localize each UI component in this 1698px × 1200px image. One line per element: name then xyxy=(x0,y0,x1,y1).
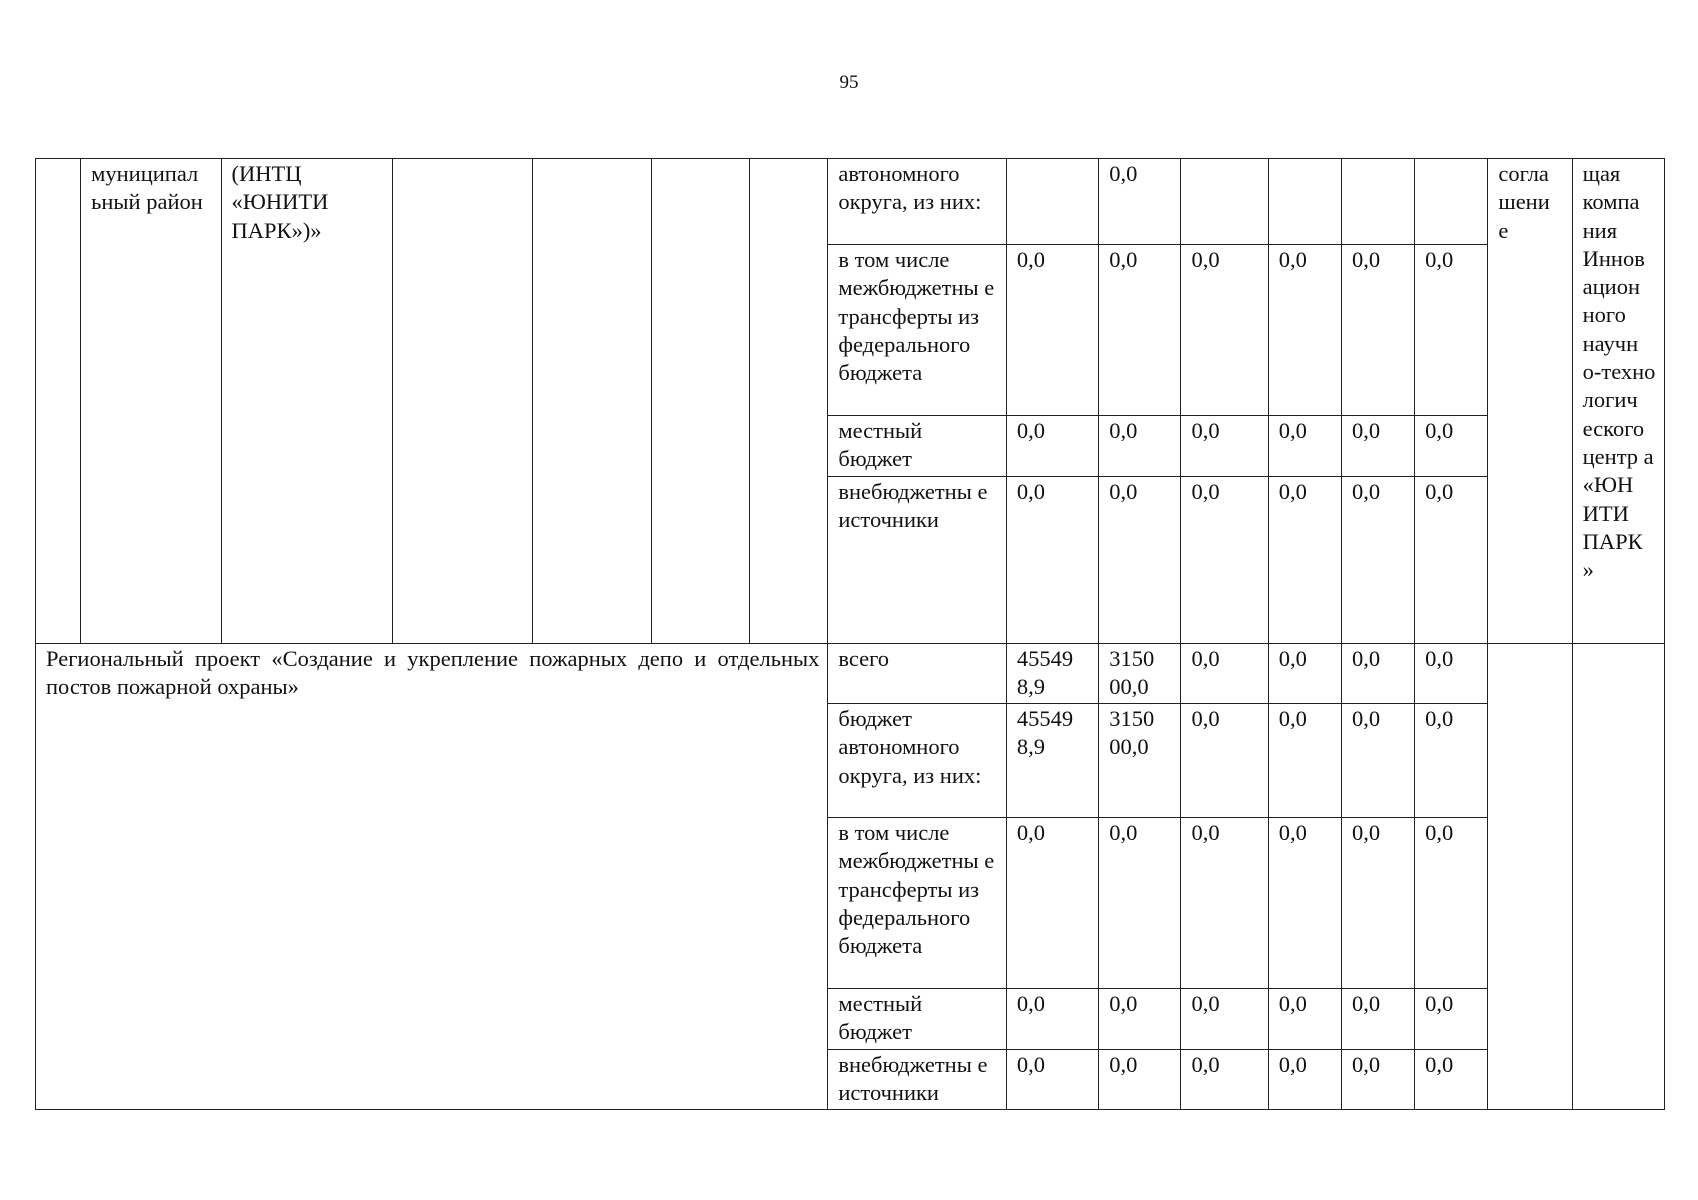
funding-source-cell: местный бюджет xyxy=(828,416,1007,477)
value-cell: 0,0 xyxy=(1415,416,1488,477)
value-cell xyxy=(1268,159,1341,245)
value-cell: 0,0 xyxy=(1268,643,1341,704)
value-cell: 0,0 xyxy=(1181,245,1268,416)
value-cell xyxy=(1415,159,1488,245)
value-cell: 0,0 xyxy=(1099,476,1181,643)
funding-source-cell: всего xyxy=(828,643,1007,704)
regional-project-title: Региональный проект «Создание и укрепление пожарных депо и отдельных постов пожарной охраны» xyxy=(36,643,828,1110)
value-cell: 0,0 xyxy=(1341,704,1414,818)
value-cell: 0,0 xyxy=(1268,245,1341,416)
value-cell: 0,0 xyxy=(1099,159,1181,245)
value-cell: 0,0 xyxy=(1415,245,1488,416)
value-cell: 0,0 xyxy=(1415,476,1488,643)
empty-cell xyxy=(393,159,533,644)
funding-source-cell: местный бюджет xyxy=(828,989,1007,1050)
value-cell: 0,0 xyxy=(1341,989,1414,1050)
value-cell: 0,0 xyxy=(1099,245,1181,416)
value-cell xyxy=(1341,159,1414,245)
funding-source-cell: внебюджетны е источники xyxy=(828,476,1007,643)
value-cell: 0,0 xyxy=(1006,245,1098,416)
value-cell: 0,0 xyxy=(1268,416,1341,477)
agreement-cell xyxy=(1488,643,1572,1110)
executor-cell xyxy=(1572,643,1664,1110)
funding-source-cell: бюджет автономного округа, из них: xyxy=(828,704,1007,818)
value-cell: 0,0 xyxy=(1181,704,1268,818)
value-cell: 45549 8,9 xyxy=(1006,643,1098,704)
value-cell: 0,0 xyxy=(1181,989,1268,1050)
value-cell: 0,0 xyxy=(1415,1049,1488,1110)
value-cell: 45549 8,9 xyxy=(1006,704,1098,818)
value-cell: 0,0 xyxy=(1181,416,1268,477)
budget-table xyxy=(35,158,1665,1110)
value-cell: 0,0 xyxy=(1341,476,1414,643)
value-cell: 0,0 xyxy=(1268,818,1341,989)
empty-cell xyxy=(651,159,749,644)
value-cell: 0,0 xyxy=(1341,643,1414,704)
empty-cell xyxy=(533,159,651,644)
value-cell: 0,0 xyxy=(1415,704,1488,818)
value-cell: 0,0 xyxy=(1268,704,1341,818)
value-cell: 0,0 xyxy=(1099,1049,1181,1110)
value-cell: 0,0 xyxy=(1099,989,1181,1050)
funding-source-cell: внебюджетны е источники xyxy=(828,1049,1007,1110)
value-cell: 0,0 xyxy=(1181,643,1268,704)
value-cell: 0,0 xyxy=(1006,476,1098,643)
value-cell: 0,0 xyxy=(1341,1049,1414,1110)
value-cell: 3150 00,0 xyxy=(1099,643,1181,704)
value-cell: 0,0 xyxy=(1415,818,1488,989)
page-number: 95 xyxy=(839,72,859,93)
number-cell xyxy=(36,159,81,644)
value-cell: 0,0 xyxy=(1341,245,1414,416)
value-cell: 0,0 xyxy=(1006,818,1098,989)
value-cell: 0,0 xyxy=(1006,989,1098,1050)
value-cell: 0,0 xyxy=(1341,416,1414,477)
value-cell: 0,0 xyxy=(1099,818,1181,989)
value-cell: 0,0 xyxy=(1268,1049,1341,1110)
value-cell: 0,0 xyxy=(1341,818,1414,989)
value-cell xyxy=(1181,159,1268,245)
value-cell: 0,0 xyxy=(1099,416,1181,477)
funding-source-cell: в том числе межбюджетны е трансферты из федерального бюджета xyxy=(828,818,1007,989)
value-cell: 3150 00,0 xyxy=(1099,704,1181,818)
organization-cell: (ИНТЦ «ЮНИТИ ПАРК»)» xyxy=(221,159,393,644)
value-cell: 0,0 xyxy=(1181,476,1268,643)
value-cell: 0,0 xyxy=(1268,989,1341,1050)
value-cell xyxy=(1006,159,1098,245)
value-cell: 0,0 xyxy=(1268,476,1341,643)
agreement-cell: согла шени е xyxy=(1488,159,1572,644)
funding-source-cell: автономного округа, из них: xyxy=(828,159,1007,245)
value-cell: 0,0 xyxy=(1006,1049,1098,1110)
value-cell: 0,0 xyxy=(1181,1049,1268,1110)
value-cell: 0,0 xyxy=(1181,818,1268,989)
funding-source-cell: в том числе межбюджетны е трансферты из федерального бюджета xyxy=(828,245,1007,416)
executor-cell: щая компа ния Иннов ацион ного научн о-техно логич еского центр а «ЮН ИТИ ПАРК » xyxy=(1572,159,1664,644)
value-cell: 0,0 xyxy=(1415,643,1488,704)
value-cell: 0,0 xyxy=(1006,416,1098,477)
empty-cell xyxy=(750,159,828,644)
municipality-cell: муниципал ьный район xyxy=(81,159,221,644)
table-row xyxy=(36,643,1665,704)
table-row xyxy=(36,159,1665,245)
value-cell: 0,0 xyxy=(1415,989,1488,1050)
